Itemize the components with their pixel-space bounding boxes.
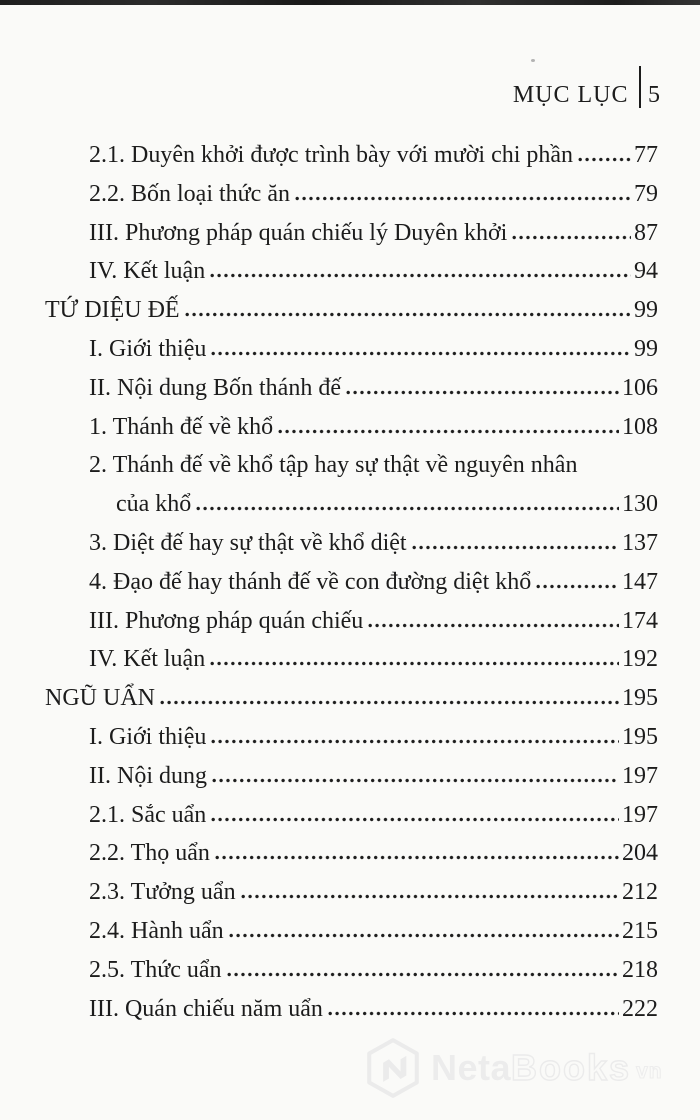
toc-entry <box>0 679 658 718</box>
toc-entry-label: 2.1. Duyên khởi được trình bày với mười chi phần <box>89 142 574 168</box>
dot-leader <box>412 545 619 550</box>
watermark-text-outline: Books <box>511 1047 632 1088</box>
toc-entry-page-number: 108 <box>622 413 658 440</box>
dot-leader <box>212 778 619 783</box>
toc-entry-label: II. Nội dung <box>89 762 207 789</box>
toc-entry-label: TỨ DIỆU ĐẾ <box>45 297 180 324</box>
toc-entry-page-number: 106 <box>622 374 658 401</box>
toc-entry-page-number: 222 <box>622 995 658 1022</box>
dot-leader <box>211 351 631 356</box>
dot-leader <box>211 817 619 822</box>
dot-leader <box>185 312 631 317</box>
dot-leader <box>211 739 619 744</box>
watermark-tld: vn <box>636 1060 663 1083</box>
dot-leader <box>512 235 631 240</box>
page-header <box>513 66 660 110</box>
toc-entry-page-number: 218 <box>622 956 658 983</box>
toc-entry-label: 2. Thánh đế về khổ tập hay sự thật về nguyên nhân <box>89 452 578 479</box>
dot-leader <box>278 429 619 434</box>
toc-entry-page-number: 192 <box>622 646 658 673</box>
toc-entry <box>0 951 658 990</box>
toc-entry-label: NGŨ UẨN <box>45 685 155 712</box>
page-number: 5 <box>648 82 660 108</box>
dot-leader <box>196 506 619 511</box>
toc-entry-label: I. Giới thiệu <box>89 723 207 750</box>
toc-entry <box>0 640 658 679</box>
toc-entry-page-number: 79 <box>634 180 658 207</box>
toc-entry-label: II. Nội dung Bốn thánh đế <box>89 374 341 401</box>
toc-entry <box>0 330 658 369</box>
toc-entry-page-number: 174 <box>622 607 658 634</box>
toc-entry-page-number: 99 <box>634 335 658 362</box>
toc-entry <box>0 796 658 835</box>
dot-leader <box>346 390 619 395</box>
toc-entry-page-number: 195 <box>622 685 658 712</box>
toc-entry <box>0 524 658 563</box>
dot-leader <box>241 894 619 899</box>
toc-entry-page-number: 204 <box>622 840 658 867</box>
header-separator <box>639 66 642 108</box>
dot-leader <box>328 1011 619 1016</box>
toc-entry <box>0 136 658 175</box>
toc-entry-page-number: 99 <box>634 297 658 324</box>
page-title: MỤC LỤC <box>512 82 629 108</box>
scan-speck <box>531 59 535 62</box>
toc-entry-label: 2.3. Tưởng uẩn <box>89 879 236 906</box>
toc-entry <box>0 446 658 485</box>
toc-entry-label: IV. Kết luận <box>89 646 206 673</box>
toc-entry-label: 2.4. Hành uẩn <box>89 917 224 944</box>
toc-entry <box>0 291 658 330</box>
toc-entry-label: của khổ <box>116 491 192 518</box>
watermark <box>364 1036 663 1100</box>
watermark-text-bold: Neta <box>431 1047 512 1088</box>
toc-entry-page-number: 94 <box>634 258 658 285</box>
toc-entry <box>0 485 658 524</box>
toc-entry <box>0 757 658 796</box>
toc-entry-label: III. Phương pháp quán chiếu lý Duyên khởi <box>89 219 508 246</box>
toc-entry <box>0 834 658 873</box>
dot-leader <box>578 157 631 162</box>
dot-leader <box>295 196 631 201</box>
toc-entry-page-number: 130 <box>622 491 658 518</box>
toc-entry-page-number: 77 <box>634 142 658 168</box>
toc-entry <box>0 990 658 1029</box>
toc-entry <box>0 214 658 253</box>
toc-entry-label: III. Quán chiếu năm uẩn <box>89 995 323 1022</box>
toc-entry <box>0 602 658 641</box>
toc-entry-page-number: 147 <box>622 568 658 595</box>
dot-leader <box>215 855 619 860</box>
toc-entry-page-number: 87 <box>634 219 658 246</box>
toc-entry-label: 2.2. Thọ uẩn <box>89 840 210 867</box>
dot-leader <box>229 933 619 938</box>
dot-leader <box>160 700 619 705</box>
toc-entry <box>0 175 658 214</box>
toc-entry-page-number: 197 <box>622 762 658 789</box>
toc-entry-label: IV. Kết luận <box>89 258 206 285</box>
dot-leader <box>227 972 619 977</box>
dot-leader <box>210 273 631 278</box>
dot-leader <box>210 661 619 666</box>
toc-entry-label: I. Giới thiệu <box>89 335 207 362</box>
toc-entry <box>0 369 658 408</box>
scan-edge-bar <box>0 0 700 5</box>
toc-entry <box>0 912 658 951</box>
toc-entry-page-number: 212 <box>622 879 658 906</box>
toc-entry-label: 1. Thánh đế về khổ <box>89 413 274 440</box>
toc-entry <box>0 873 658 912</box>
toc-entry-page-number: 215 <box>622 917 658 944</box>
dot-leader <box>368 623 619 628</box>
toc-entry-label: 3. Diệt đế hay sự thật về khổ diệt <box>89 529 407 556</box>
dot-leader <box>536 584 619 589</box>
toc-entry-page-number: 137 <box>622 529 658 556</box>
toc-entry <box>0 252 658 291</box>
toc-entry-label: 4. Đạo đế hay thánh đế về con đường diệt khổ <box>89 568 532 595</box>
toc-entry-label: III. Phương pháp quán chiếu <box>89 607 364 634</box>
toc-entry <box>0 718 658 757</box>
toc-entry <box>0 563 658 602</box>
table-of-contents <box>0 136 700 1028</box>
toc-entry-page-number: 197 <box>622 801 658 828</box>
toc-entry-label: 2.5. Thức uẩn <box>89 956 222 983</box>
toc-entry-label: 2.2. Bốn loại thức ăn <box>89 180 290 207</box>
netabooks-logo-icon <box>364 1036 422 1100</box>
toc-entry-label: 2.1. Sắc uẩn <box>89 801 207 828</box>
toc-entry-page-number: 195 <box>622 723 658 750</box>
toc-entry <box>0 408 658 447</box>
